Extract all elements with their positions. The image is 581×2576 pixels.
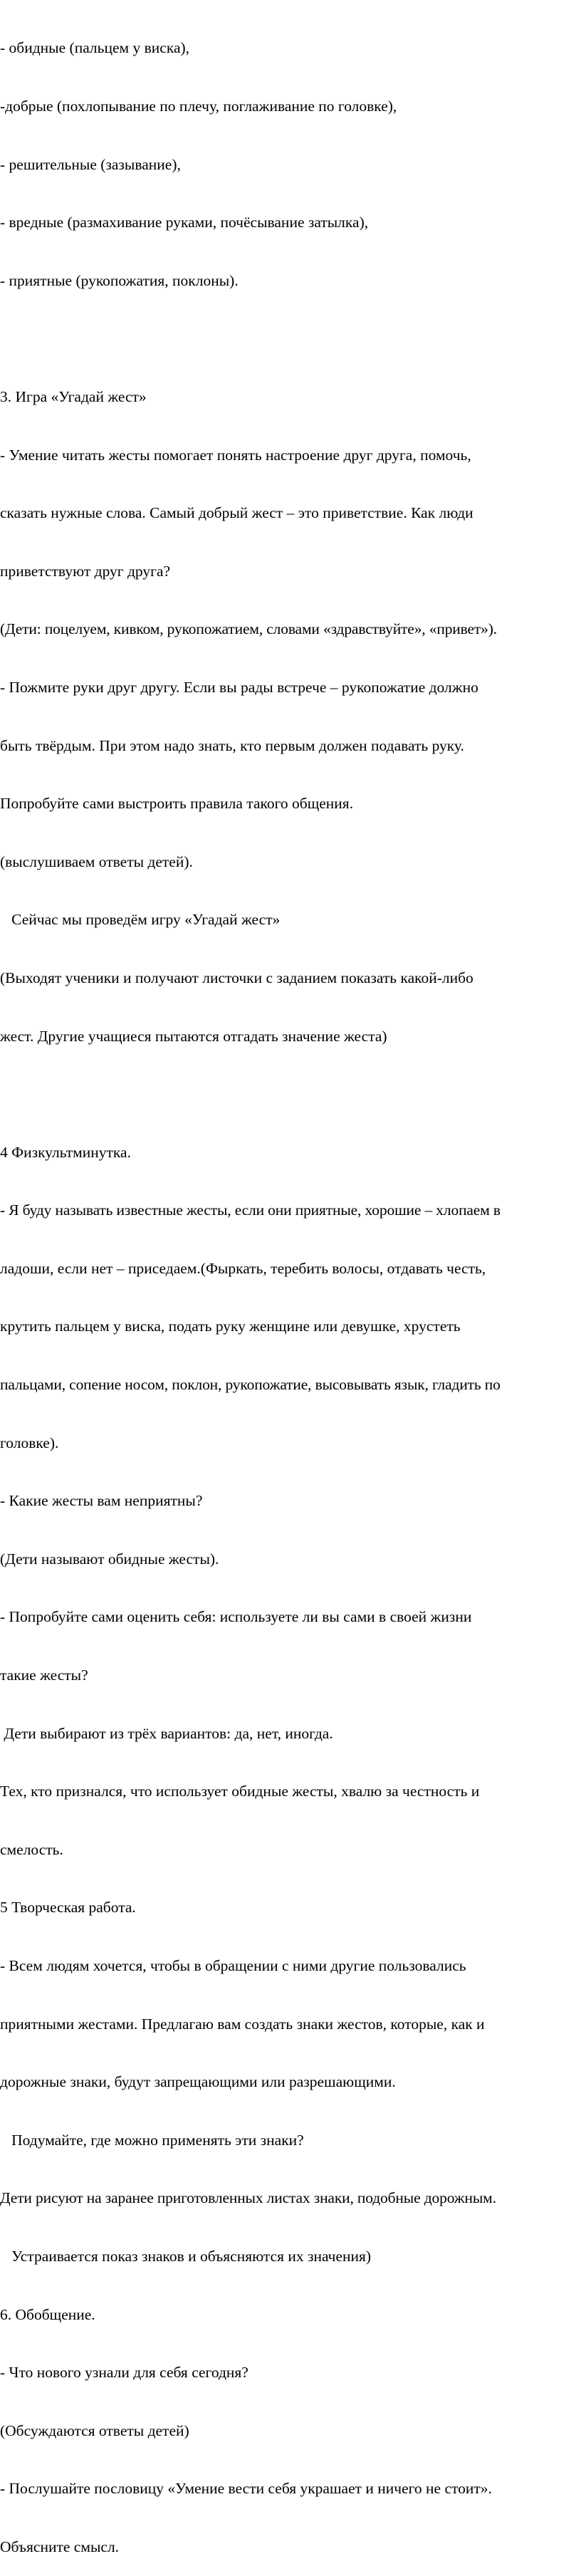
section-heading: 6. Обобщение.: [0, 2305, 95, 2323]
text-line: Попробуйте сами выстроить правила такого общения.: [0, 795, 354, 813]
text-line: - обидные (пальцем у виска),: [0, 39, 190, 57]
text-line: приятными жестами. Предлагаю вам создать знаки жестов, которые, как и: [0, 2015, 485, 2033]
text-line: - Какие жесты вам неприятны?: [0, 1492, 203, 1510]
blank-line: [0, 1085, 581, 1104]
text-line: - приятные (рукопожатия, поклоны).: [0, 271, 239, 289]
text-line: - решительные (зазывание),: [0, 155, 181, 173]
text-line: - Послушайте пословицу «Умение вести себя украшает и ничего не стоит».: [0, 2480, 492, 2498]
text-line: (выслушиваем ответы детей).: [0, 852, 193, 870]
blank-line: [0, 329, 581, 348]
text-line: Подумайте, где можно применять эти знаки?: [0, 2131, 304, 2149]
text-line: - вредные (размахивание руками, почёсывание затылка),: [0, 214, 369, 231]
text-line: приветствуют друг друга?: [0, 562, 171, 580]
text-line: крутить пальцем у виска, подать руку женщине или девушке, хрустеть: [0, 1318, 461, 1335]
section-heading: 3. Игра «Угадай жест»: [0, 387, 147, 405]
text-line: такие жесты?: [0, 1667, 88, 1684]
text-line: -добрые (похлопывание по плечу, поглаживание по головке),: [0, 98, 397, 115]
text-line: - Всем людям хочется, чтобы в обращении с ними другие пользовались: [0, 1957, 466, 1974]
text-line: Объясните смысл.: [0, 2538, 120, 2555]
text-line: (Дети: поцелуем, кивком, рукопожатием, словами «здравствуйте», «привет»).: [0, 620, 498, 638]
text-line: (Выходят ученики и получают листочки с заданием показать какой-либо: [0, 969, 473, 986]
text-line: - Что нового узнали для себя сегодня?: [0, 2364, 248, 2382]
text-line: Тех, кто признался, что использует обидные жесты, хвалю за честность и: [0, 1783, 480, 1800]
text-line: - Попробуйте сами оценить себя: используете ли вы сами в своей жизни: [0, 1608, 472, 1626]
text-line: (Обсуждаются ответы детей): [0, 2421, 189, 2439]
section-heading: 4 Физкультминутка.: [0, 1143, 131, 1161]
text-line: головке).: [0, 1434, 59, 1451]
text-line: сказать нужные слова. Самый добрый жест – это приветствие. Как люди: [0, 504, 473, 522]
text-line: пальцами, сопение носом, поклон, рукопожатие, высовывать язык, гладить по: [0, 1376, 501, 1394]
section-heading: 5 Творческая работа.: [0, 1899, 136, 1917]
text-line: дорожные знаки, будут запрещающими или разрешающими.: [0, 2073, 396, 2091]
text-line: Устраивается показ знаков и объясняются их значения): [0, 2247, 372, 2265]
text-line: ладоши, если нет – приседаем.(Фыркать, теребить волосы, отдавать честь,: [0, 1259, 486, 1277]
text-line: Дети выбирают из трёх вариантов: да, нет, иногда.: [0, 1724, 333, 1742]
text-line: жест. Другие учащиеся пытаются отгадать значение жеста): [0, 1027, 387, 1045]
text-line: - Умение читать жесты помогает понять настроение друг друга, помочь,: [0, 446, 471, 464]
text-line: Дети рисуют на заранее приготовленных листах знаки, подобные дорожным.: [0, 2189, 496, 2207]
text-line: смелость.: [0, 1840, 63, 1858]
text-line: (Дети называют обидные жесты).: [0, 1550, 219, 1568]
text-line: - Пожмите руки друг другу. Если вы рады встрече – рукопожатие должно: [0, 678, 478, 696]
text-line: - Я буду называть известные жесты, если они приятные, хорошие – хлопаем в: [0, 1201, 501, 1219]
text-line: быть твёрдым. При этом надо знать, кто первым должен подавать руку.: [0, 736, 464, 754]
text-line: Сейчас мы проведём игру «Угадай жест»: [0, 911, 281, 929]
